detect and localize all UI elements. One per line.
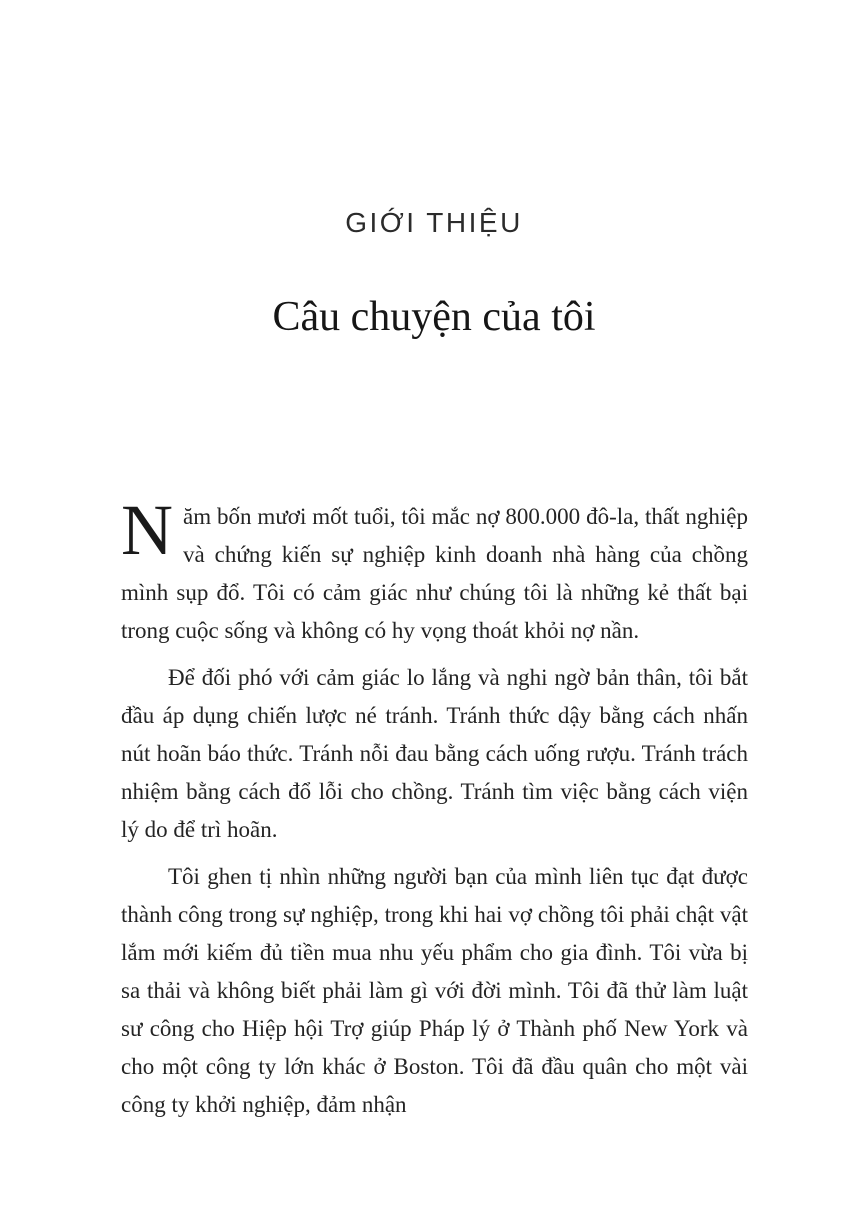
paragraph: Tôi ghen tị nhìn những người bạn của mình liên tục đạt được thành công trong sự nghiệp, trong khi hai vợ chồng tôi phải chật vật lắm mới kiếm đủ tiền mua nhu yếu phẩm cho gia đình. Tôi vừa bị sa thải và không biết phải làm gì với đời mình. Tôi đã thử làm luật sư công cho Hiệp hội Trợ giúp Pháp lý ở Thành phố New York và cho một công ty lớn khác ở Boston. Tôi đã đầu quân cho một vài công ty khởi nghiệp, đảm nhận bbox=[121, 864, 748, 1117]
paragraph: Để đối phó với cảm giác lo lắng và nghi ngờ bản thân, tôi bắt đầu áp dụng chiến lược né tránh. Tránh thức dậy bằng cách nhấn nút hoãn báo thức. Tránh nỗi đau bằng cách uống rượu. Tránh trách nhiệm bằng cách đổ lỗi cho chồng. Tránh tìm việc bằng cách viện lý do để trì hoãn. bbox=[121, 665, 748, 842]
paragraph bbox=[121, 490, 748, 650]
body-text bbox=[121, 490, 748, 1133]
paragraph-text: ăm bốn mươi mốt tuổi, tôi mắc nợ 800.000 đô-la, thất nghiệp và chứng kiến sự nghiệp kinh doanh nhà hàng của chồng mình sụp đổ. Tôi có cảm giác như chúng tôi là những kẻ thất bại trong cuộc sống và không có hy vọng thoát khỏi nợ nần. bbox=[121, 504, 748, 643]
chapter-title: Câu chuyện của tôi bbox=[272, 294, 596, 340]
chapter-heading: GIỚI THIỆU bbox=[345, 207, 523, 238]
drop-cap: N bbox=[121, 490, 173, 570]
